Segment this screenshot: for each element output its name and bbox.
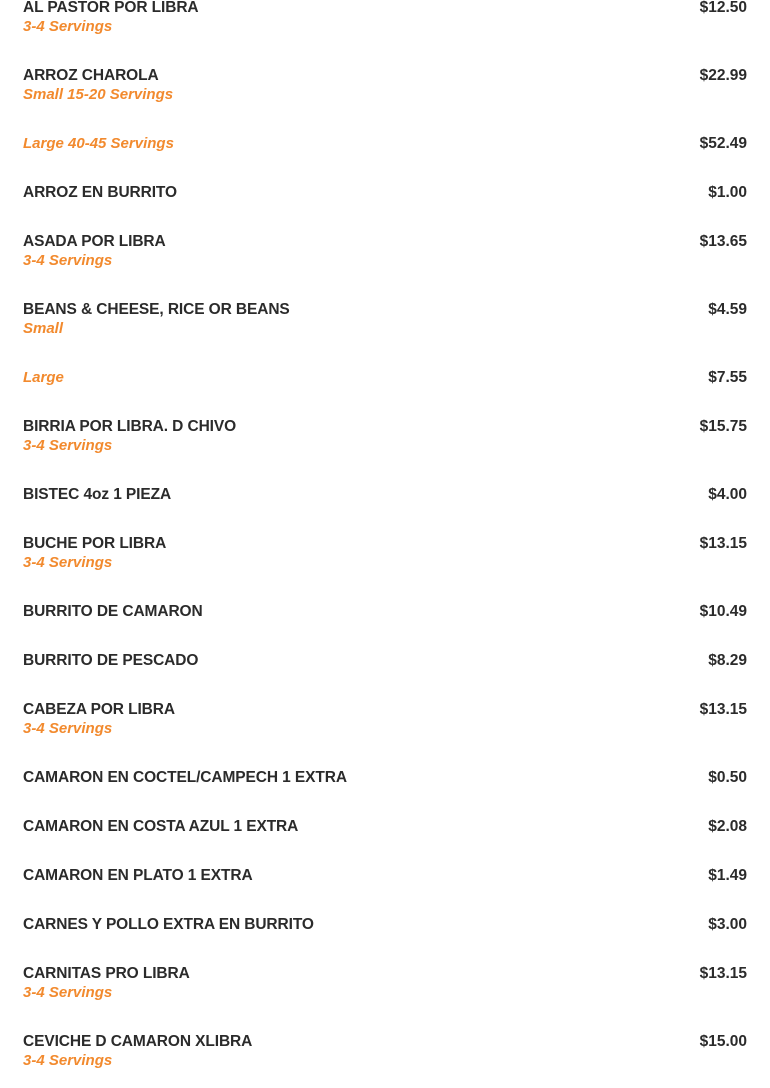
item-price: $15.00 (699, 1033, 747, 1050)
item-name: CAMARON EN COSTA AZUL 1 EXTRA (23, 818, 299, 835)
item-servings: 3-4 Servings (23, 18, 113, 35)
item-name: BURRITO DE PESCADO (23, 652, 199, 669)
menu-item-bistec[interactable] (23, 467, 747, 516)
item-variant: Large (23, 369, 64, 386)
menu-item-burrito-pescado[interactable] (23, 633, 747, 682)
menu-list (23, 0, 747, 1082)
menu-item-arroz-charola-large[interactable] (23, 116, 747, 165)
item-name: BISTEC 4oz 1 PIEZA (23, 486, 172, 503)
item-price: $13.15 (699, 701, 747, 718)
item-servings: 3-4 Servings (23, 252, 113, 269)
item-price: $8.29 (708, 652, 747, 669)
item-price: $4.59 (708, 301, 747, 318)
item-size: Small (23, 320, 64, 337)
item-name: BEANS & CHEESE, RICE OR BEANS (23, 301, 290, 318)
menu-item-ceviche-camaron[interactable] (23, 1014, 747, 1082)
item-name: CARNES Y POLLO EXTRA EN BURRITO (23, 916, 314, 933)
item-price: $4.00 (708, 486, 747, 503)
item-name: CAMARON EN COCTEL/CAMPECH 1 EXTRA (23, 769, 347, 786)
item-name: ASADA POR LIBRA (23, 233, 166, 250)
item-price: $1.49 (708, 867, 747, 884)
menu-item-birria[interactable] (23, 399, 747, 467)
item-name: CABEZA POR LIBRA (23, 701, 175, 718)
item-name: AL PASTOR POR LIBRA (23, 0, 199, 16)
item-servings: 3-4 Servings (23, 1052, 113, 1069)
menu-item-beans-cheese-large[interactable] (23, 350, 747, 399)
item-price: $7.55 (708, 369, 747, 386)
menu-item-asada[interactable] (23, 214, 747, 282)
item-price: $13.65 (699, 233, 747, 250)
item-name: ARROZ EN BURRITO (23, 184, 177, 201)
item-price: $12.50 (699, 0, 747, 16)
item-price: $15.75 (699, 418, 747, 435)
item-servings: 3-4 Servings (23, 554, 113, 571)
item-price: $13.15 (699, 965, 747, 982)
menu-item-buche[interactable] (23, 516, 747, 584)
menu-item-camaron-coctel[interactable] (23, 750, 747, 799)
item-name: BURRITO DE CAMARON (23, 603, 203, 620)
item-name: CEVICHE D CAMARON XLIBRA (23, 1033, 253, 1050)
item-price: $22.99 (699, 67, 747, 84)
item-servings: Small 15-20 Servings (23, 86, 174, 103)
item-servings: 3-4 Servings (23, 437, 113, 454)
item-price: $1.00 (708, 184, 747, 201)
menu-item-cabeza[interactable] (23, 682, 747, 750)
item-price: $13.15 (699, 535, 747, 552)
item-name: BIRRIA POR LIBRA. D CHIVO (23, 418, 237, 435)
menu-item-camaron-costa-azul[interactable] (23, 799, 747, 848)
item-servings: 3-4 Servings (23, 720, 113, 737)
item-name: ARROZ CHAROLA (23, 67, 159, 84)
menu-item-arroz-charola-small[interactable] (23, 48, 747, 116)
menu-item-beans-cheese-small[interactable] (23, 282, 747, 350)
item-variant: Large 40-45 Servings (23, 135, 174, 152)
item-price: $10.49 (699, 603, 747, 620)
menu-item-burrito-camaron[interactable] (23, 584, 747, 633)
item-name: BUCHE POR LIBRA (23, 535, 167, 552)
item-name: CAMARON EN PLATO 1 EXTRA (23, 867, 253, 884)
item-price: $52.49 (699, 135, 747, 152)
menu-item-al-pastor[interactable] (23, 0, 747, 48)
menu-item-carnitas[interactable] (23, 946, 747, 1014)
item-servings: 3-4 Servings (23, 984, 113, 1001)
item-price: $2.08 (708, 818, 747, 835)
item-name: CARNITAS PRO LIBRA (23, 965, 190, 982)
menu-item-arroz-en-burrito[interactable] (23, 165, 747, 214)
item-price: $0.50 (708, 769, 747, 786)
menu-item-carnes-pollo-extra[interactable] (23, 897, 747, 946)
menu-item-camaron-plato[interactable] (23, 848, 747, 897)
item-price: $3.00 (708, 916, 747, 933)
